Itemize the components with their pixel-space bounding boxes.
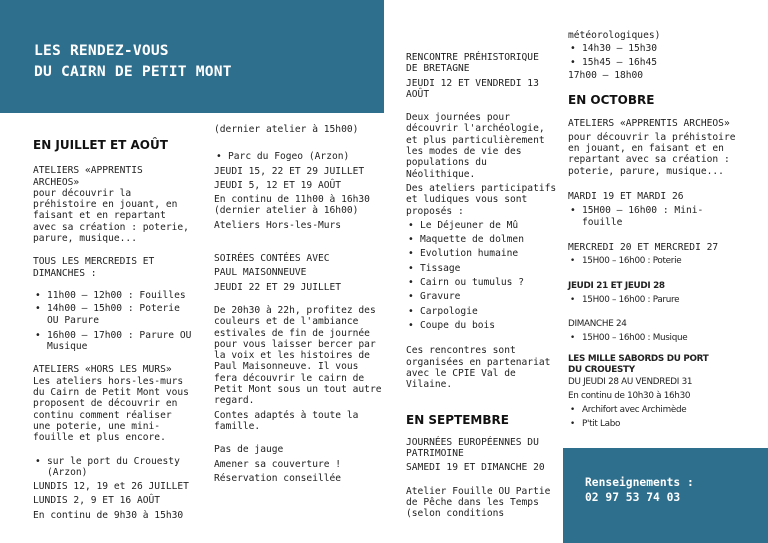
sabords-title: LES MILLE SABORDS DU PORT DU CROUESTY xyxy=(568,354,709,376)
list-item: • 11h00 – 12h00 : Fouilles xyxy=(33,290,193,301)
column-4 xyxy=(568,30,748,430)
rencontre-dates: JEUDI 12 ET VENDREDI 13 AOÛT xyxy=(406,77,539,100)
contact-label: Renseignements : xyxy=(585,476,694,489)
list-item: • P'tit Labo xyxy=(568,419,748,430)
last-atelier-note: (dernier atelier à 15h00) xyxy=(214,124,359,135)
sabords-dates: DU JEUDI 28 AU VENDREDI 31 xyxy=(568,377,693,388)
oct-ateliers-title: ATELIERS «APPRENTIS ARCHEOS» xyxy=(568,118,730,130)
list-item: • 15H00 – 16h00 : Poterie xyxy=(568,256,748,267)
oct-ateliers-desc: pour découvrir la préhistoire en jouant, en faisant et en repartant avec sa création : poterie, parure, musique... xyxy=(568,131,736,177)
dates-line-2: LUNDIS 2, 9 ET 16 AOÛT xyxy=(33,495,161,507)
horsmurs-desc: Les ateliers hors-les-murs du Cairn de Petit Mont vous proposent de découvrir en continu comment réaliser une poterie, une mini-fouille et plus encore. xyxy=(33,375,189,444)
list-item: • Maquette de dolmen xyxy=(406,234,558,245)
journees-title: JOURNÉES EUROPÉENNES DU PATRIMOINE xyxy=(406,436,539,460)
partenariat: Ces rencontres sont organisées en partenariat avec le CPIE Val de Vilaine. xyxy=(406,345,551,391)
contact-phone: 02 97 53 74 03 xyxy=(585,491,681,504)
list-item: • Parc du Fogeo (Arzon) xyxy=(214,151,384,162)
section-heading-july-august: EN JUILLET ET AOÛT xyxy=(33,138,168,152)
mercredis-list xyxy=(33,290,193,352)
journees-dates: SAMEDI 19 ET DIMANCHE 20 xyxy=(406,462,545,474)
list-item: • Le Déjeuner de Mû xyxy=(406,220,558,231)
participatifs: Des ateliers participatifs et ludiques vous sont proposés : xyxy=(406,182,557,217)
list-item: • 15H00 – 16h00 : Musique xyxy=(568,333,748,344)
dates-line-3: En continu de 9h30 à 15h30 xyxy=(33,509,184,521)
jeudi-dates: JEUDI 21 ET JEUDI 28 xyxy=(568,281,665,292)
dates-line-1: LUNDIS 12, 19 et 26 JUILLET xyxy=(33,481,189,493)
meteo-last: 17h00 – 18h00 xyxy=(568,69,644,81)
list-item: • 15h45 – 16h45 xyxy=(568,57,748,68)
soirees-dates: JEUDI 22 ET 29 JUILLET xyxy=(214,281,342,293)
horsmurs-place-list xyxy=(33,456,193,479)
fogeo-label: Ateliers Hors-les-Murs xyxy=(214,219,342,231)
list-item: • 16h00 – 17h00 : Parure OU Musique xyxy=(33,330,193,353)
ateliers-title: ATELIERS «APPRENTIS ARCHEOS» xyxy=(33,165,143,188)
dimanche-dates: DIMANCHE 24 xyxy=(568,319,627,330)
mercredi-list xyxy=(568,256,748,267)
jeudi-list xyxy=(568,295,748,306)
section-heading-october: EN OCTOBRE xyxy=(568,93,655,108)
list-item: • 14h00 – 15h00 : Poterie OU Parure xyxy=(33,303,193,326)
list-item: • sur le port du Crouesty (Arzon) xyxy=(33,456,193,479)
list-item: • Gravure xyxy=(406,291,558,302)
fogeo-hours: En continu de 11h00 à 16h30 (dernier atelier à 16h00) xyxy=(214,194,370,217)
contact-panel xyxy=(563,448,768,543)
mercredi-dates: MERCREDI 20 ET MERCREDI 27 xyxy=(568,241,719,253)
column-july-august xyxy=(33,140,193,521)
list-item: • Coupe du bois xyxy=(406,320,558,331)
column-3 xyxy=(406,52,558,520)
journees-desc: Atelier Fouille OU Partie de Pêche dans les Temps (selon conditions xyxy=(406,485,551,520)
ateliers-desc: pour découvrir la préhistoire en jouant, en faisant et en repartant avec sa création : poterie, parure, musique... xyxy=(33,187,189,245)
list-item: • 15H00 – 16h00 : Mini-fouille xyxy=(568,205,722,228)
list-item: • Carpologie xyxy=(406,306,558,317)
mercredis-title: TOUS LES MERCREDIS ET DIMANCHES : xyxy=(33,256,155,279)
soirees-title-2: PAUL MAISONNEUVE xyxy=(214,267,307,279)
soirees-note: Contes adaptés à toute la famille. xyxy=(214,409,359,432)
fogeo-dates-1: JEUDI 15, 22 ET 29 JUILLET xyxy=(214,165,365,177)
contact-block xyxy=(585,475,694,505)
soirees-title-1: SOIRÉES CONTÉES AVEC xyxy=(214,253,330,265)
jauge: Pas de jauge xyxy=(214,444,284,456)
sabords-hours: En continu de 10h30 à 16h30 xyxy=(568,391,691,402)
dimanche-list xyxy=(568,333,748,344)
column-2 xyxy=(214,124,384,484)
mardi-dates: MARDI 19 ET MARDI 26 xyxy=(568,190,684,202)
fogeo-place-list xyxy=(214,151,384,162)
meteo-list xyxy=(568,43,748,68)
couverture: Amener sa couverture ! xyxy=(214,458,342,470)
horsmurs-title: ATELIERS «HORS LES MURS» xyxy=(33,364,172,376)
sabords-list xyxy=(568,405,748,430)
list-item: • Archifort avec Archimède xyxy=(568,405,748,416)
soirees-desc: De 20h30 à 22h, profitez des couleurs et de l'ambiance estivales de fin de journée pour vous laisser bercer par la voix et les histoires de Paul Maisonneuve. Il vous fera découvrir le cairn de Petit Mont sous un tout autre regard. xyxy=(214,304,382,407)
fogeo-dates-2: JEUDI 5, 12 ET 19 AOÛT xyxy=(214,179,342,191)
rencontre-desc: Deux journées pour découvrir l'archéologie, et plus particulièrement les modes de vie des populations du Néolithique. xyxy=(406,112,545,180)
title-line-2: DU CAIRN DE PETIT MONT xyxy=(34,63,232,80)
list-item: • Cairn ou tumulus ? xyxy=(406,277,558,288)
section-heading-september: EN SEPTEMBRE xyxy=(406,413,509,428)
meteo-continuation: météorologiques) xyxy=(568,30,661,41)
reservation: Réservation conseillée xyxy=(214,472,342,484)
list-item: • 15H00 – 16h00 : Parure xyxy=(568,295,748,306)
list-item: • Evolution humaine xyxy=(406,248,558,259)
ateliers-list xyxy=(406,220,558,331)
title-line-1: LES RENDEZ-VOUS xyxy=(34,42,169,59)
header-panel xyxy=(0,0,384,113)
page-title xyxy=(34,40,232,82)
rencontre-title: RENCONTRE PRÉHISTORIQUE DE BRETAGNE xyxy=(406,52,539,75)
list-item: • 14h30 – 15h30 xyxy=(568,43,748,54)
mardi-list xyxy=(568,205,748,228)
list-item: • Tissage xyxy=(406,263,558,274)
